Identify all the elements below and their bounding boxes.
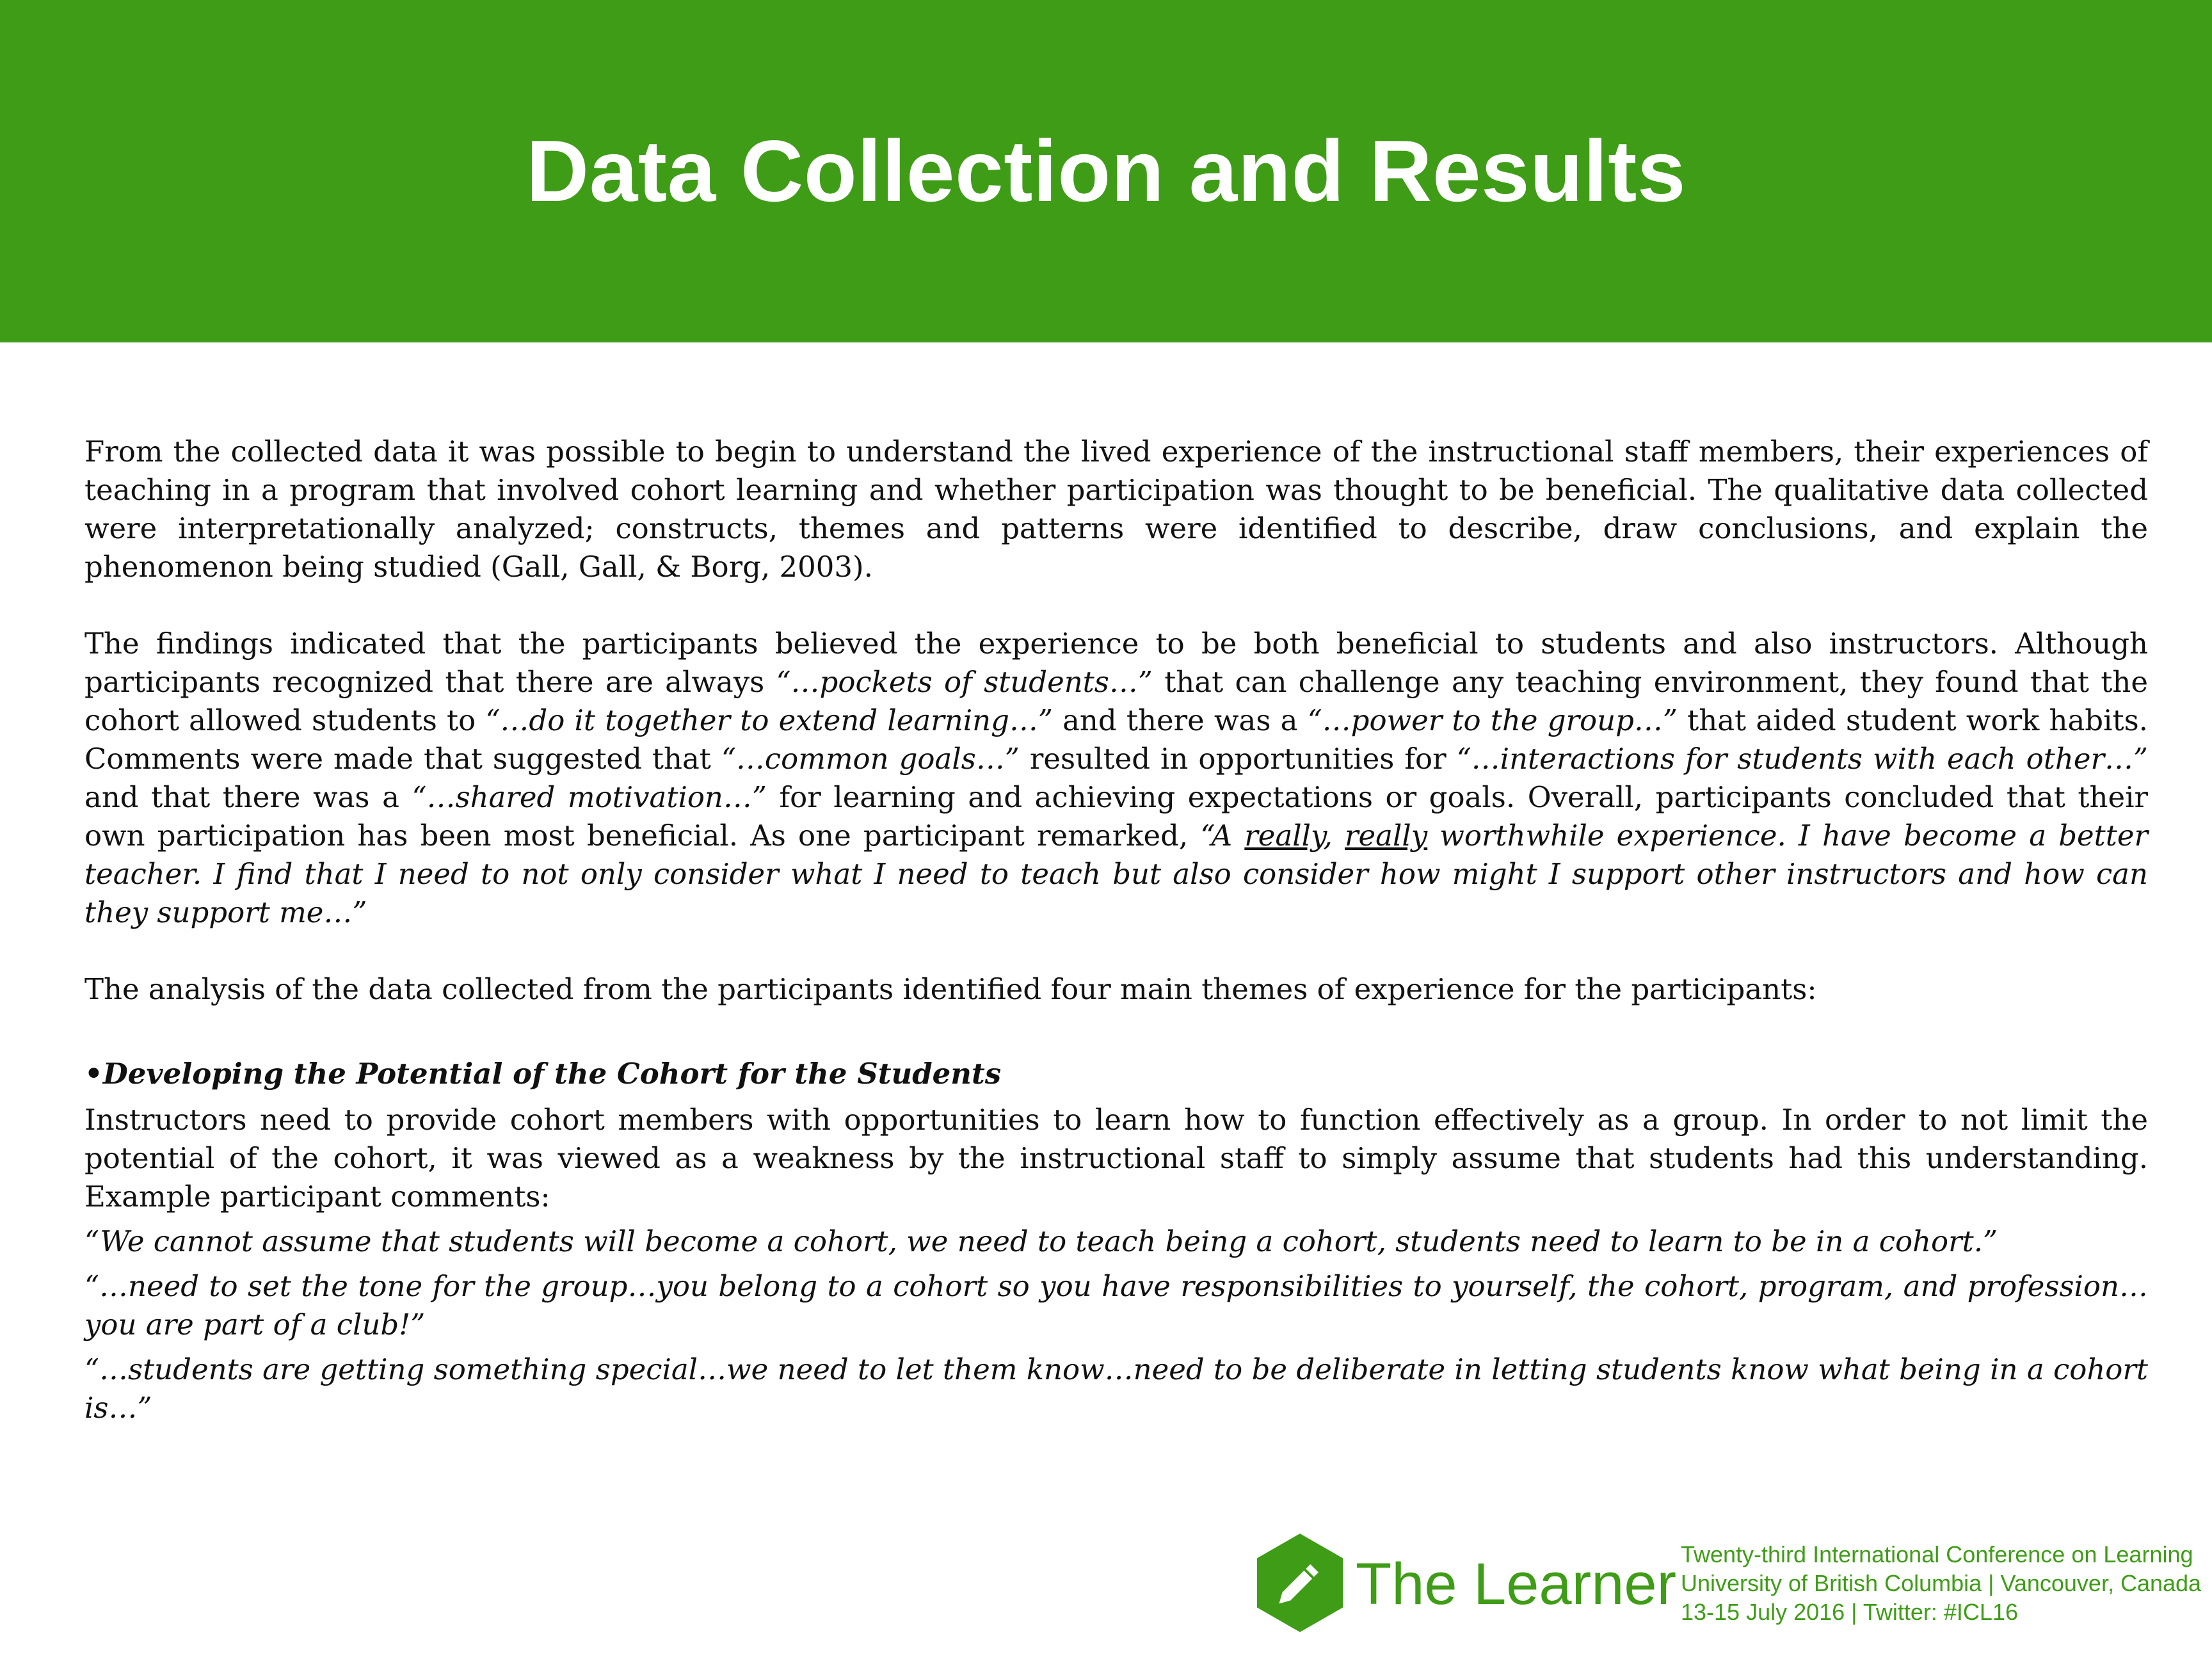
underlined-word: really	[1345, 819, 1428, 853]
quote-rest: worthwhile experience. I have become a better teacher. I find that I need to not only consider what I need to teach but also consider how might I support other instructors and how can they support me…”	[84, 819, 2148, 929]
quote-run: “…pockets of students…”	[776, 665, 1153, 699]
participant-quote: “We cannot assume that students will become a cohort, we need to teach being a cohort, students need to learn to be in a cohort.”	[84, 1224, 1998, 1258]
text-run: and there was a	[1052, 703, 1308, 737]
slide-body	[84, 433, 2148, 1434]
conference-dates: 13-15 July 2016 | Twitter: #ICL16	[1681, 1599, 2018, 1625]
conference-venue: University of British Columbia | Vancouver, Canada	[1681, 1570, 2202, 1596]
conference-info	[1681, 1540, 2201, 1626]
text-run: that can challenge any teaching environment, they found that the cohort allowed students to	[84, 665, 2149, 737]
conference-name: Twenty-third International Conference on Learning	[1681, 1541, 2193, 1567]
findings-paragraph	[84, 625, 2148, 932]
themes-intro-paragraph: The analysis of the data collected from the participants identified four main themes of experience for the participants:	[84, 972, 1817, 1006]
quote-run: “…do it together to extend learning…”	[485, 703, 1053, 737]
underlined-word: really	[1244, 819, 1324, 853]
pencil-hexagon-icon	[1257, 1534, 1343, 1632]
quote-run: “…power to the group…”	[1307, 703, 1678, 737]
text-run: for learning and achieving expectations or goals. Overall, participants concluded that their own participation has been most beneficial. As one participant remarked,	[84, 780, 2148, 853]
participant-quote: “…need to set the tone for the group…you belong to a cohort so you have responsibilities to yourself, the cohort, program, and profession…you are part of a club!”	[84, 1269, 2148, 1342]
brand-name: The Learner	[1356, 1551, 1677, 1617]
slide-title: Data Collection and Results	[525, 122, 1687, 220]
theme-description: Instructors need to provide cohort members with opportunities to learn how to function effectively as a group. In order to not limit the potential of the cohort, it was viewed as a weakness by the instructional staff to simply assume that students had this understanding. Example participant comments:	[84, 1103, 2148, 1214]
text-run: resulted in opportunities for	[1019, 742, 1457, 776]
theme-heading: •Developing the Potential of the Cohort for the Students	[84, 1057, 1002, 1091]
participant-quote: “…students are getting something special…we need to let them know…need to be deliberate in letting students know what being in a cohort is…”	[84, 1352, 2148, 1425]
text-run: The findings indicated that the participants believed the experience to be both beneficial to students and also instructors. Although participants recognized that there are always	[84, 627, 2148, 699]
quote-open: “A	[1200, 819, 1245, 853]
title-banner	[0, 0, 2212, 342]
quote-run: “…interactions for students with each other…”	[1456, 742, 2148, 776]
quote-run: “…shared motivation…”	[412, 780, 767, 814]
quote-comma: ,	[1323, 819, 1345, 853]
quote-run: “…common goals…”	[721, 742, 1020, 776]
text-run: and that there was a	[84, 780, 412, 814]
text-run: that aided student work habits. Comments were made that suggested that	[84, 703, 2148, 776]
intro-paragraph: From the collected data it was possible to begin to understand the lived experience of the instructional staff members, their experiences of teaching in a program that involved cohort learning and whether participation was thought to be beneficial. The qualitative data collected were interpretationally analyzed; constructs, themes and patterns were identified to describe, draw conclusions, and explain the phenomenon being studied (Gall, Gall, & Borg, 2003).	[84, 435, 2148, 584]
